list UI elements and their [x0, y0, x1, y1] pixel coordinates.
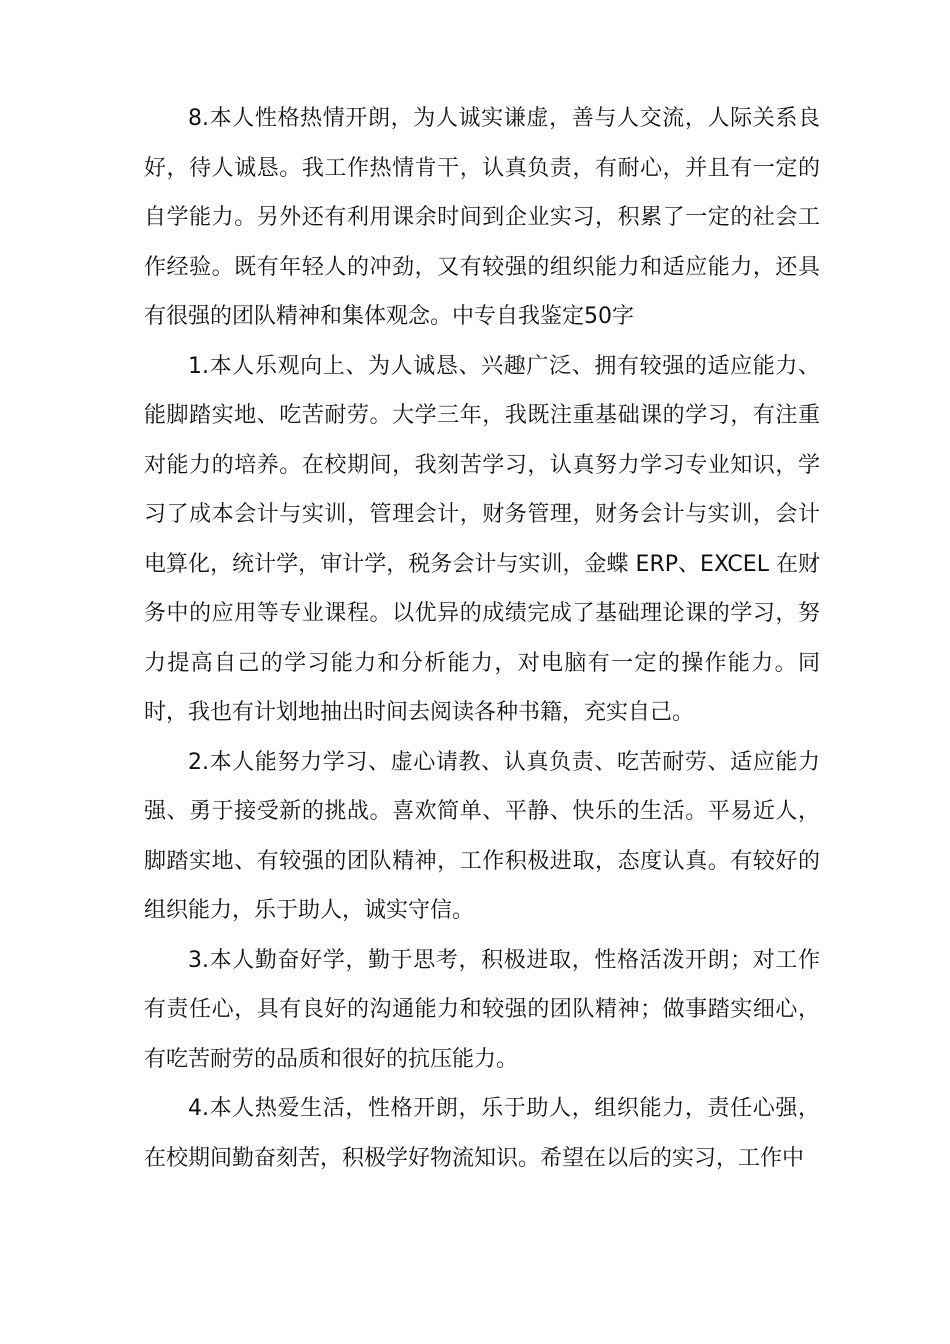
paragraph-self-assessment-4: 4.本人热爱生活，性格开朗，乐于助人，组织能力，责任心强，在校期间勤奋刻苦，积极学好物流知识。希望在以后的实习，工作中 [144, 1096, 820, 1171]
paragraph-self-assessment-8: 8.本人性格热情开朗，为人诚实谦虚，善与人交流，人际关系良好，待人诚恳。我工作热情肯干，认真负责，有耐心，并且有一定的自学能力。另外还有利用课余时间到企业实习，积累了一定的社会工作经验。既有年轻人的冲劲，又有较强的组织能力和适应能力，还具有很强的团队精神和集体观念。中专自我鉴定50字 [144, 106, 820, 329]
paragraph-self-assessment-1: 1.本人乐观向上、为人诚恳、兴趣广泛、拥有较强的适应能力、能脚踏实地、吃苦耐劳。大学三年，我既注重基础课的学习，有注重对能力的培养。在校期间，我刻苦学习，认真努力学习专业知识，学习了成本会计与实训，管理会计，财务管理，财务会计与实训，会计电算化，统计学，审计学，税务会计与实训，金蝶 ERP、EXCEL 在财务中的应用等专业课程。以优异的成绩完成了基础理论课的学习，努力提高自己的学习能力和分析能力，对电脑有一定的操作能力。同时，我也有计划地抽出时间去阅读各种书籍，充实自己。 [144, 353, 820, 725]
paragraph-self-assessment-3: 3.本人勤奋好学，勤于思考，积极进取，性格活泼开朗；对工作有责任心，具有良好的沟通能力和较强的团队精神；做事踏实细心，有吃苦耐劳的品质和很好的抗压能力。 [144, 947, 820, 1072]
paragraph-self-assessment-2: 2.本人能努力学习、虚心请教、认真负责、吃苦耐劳、适应能力强、勇于接受新的挑战。喜欢简单、平静、快乐的生活。平易近人，脚踏实地、有较强的团队精神，工作积极进取，态度认真。有较好的组织能力，乐于助人，诚实守信。 [144, 749, 820, 923]
document-body [144, 94, 820, 1183]
